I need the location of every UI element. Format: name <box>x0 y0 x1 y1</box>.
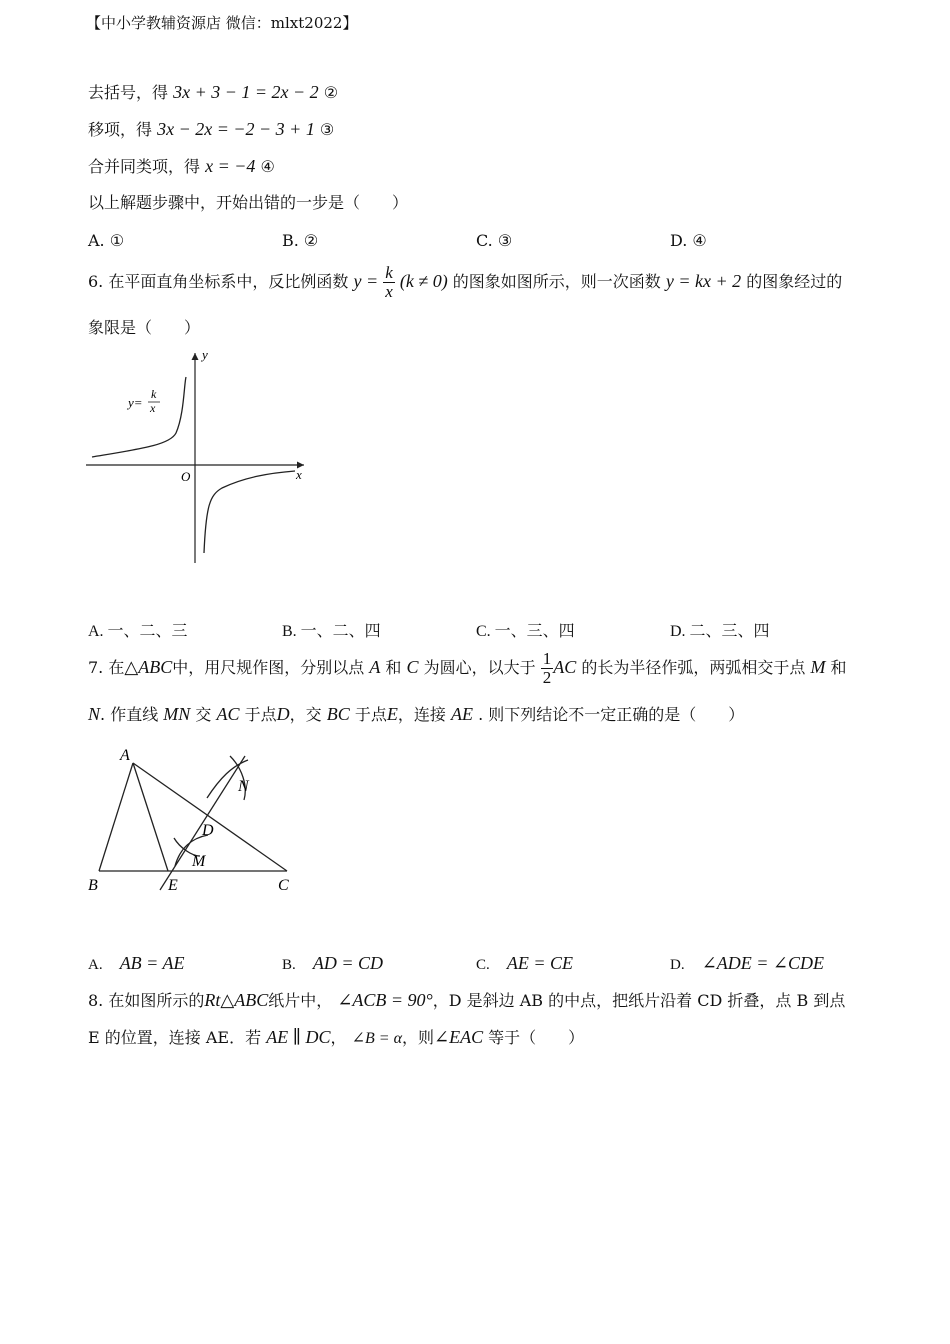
q7-ac: AC <box>553 656 577 677</box>
q7-option-d[interactable] <box>670 953 824 974</box>
q5-option-c[interactable]: C. ③ <box>476 231 513 250</box>
q7-option-a-letter: A. <box>88 957 103 973</box>
fig-label-c: C <box>278 877 289 894</box>
q7-bc: BC <box>326 704 350 724</box>
q8-line2-d: 等于（ ） <box>488 1028 585 1047</box>
graph-x-label: x <box>296 467 302 482</box>
step2-prefix: 去括号，得 <box>88 83 169 102</box>
q6-fraction <box>383 264 395 301</box>
step4-equation: x = −4 <box>205 156 256 176</box>
q8-rt-triangle: Rt△ABC <box>204 990 269 1010</box>
step4-mark: ④ <box>260 157 275 176</box>
q5-question: 以上解题步骤中，开始出错的一步是（ ） <box>88 193 409 212</box>
q8-line2-c: ，则 <box>401 1028 434 1047</box>
step2-equation: 3x + 3 − 1 = 2x − 2 <box>173 82 319 102</box>
graph-func-left: y= <box>128 395 143 410</box>
q8-stem-line2 <box>88 1027 584 1049</box>
q7-frac-num: 1 <box>542 649 552 668</box>
q7-point-n: N <box>88 704 101 724</box>
q7-frac-den: 2 <box>542 667 552 687</box>
q5-option-a[interactable]: A. ① <box>88 231 125 250</box>
q6-linear: y = kx + 2 <box>665 270 742 291</box>
q6-stem-line1 <box>88 264 842 301</box>
q7-part3: 的长为半径作弧，两弧相交于点 <box>581 657 806 677</box>
q8-line2-b: ， <box>330 1028 347 1047</box>
step3-equation: 3x − 2x = −2 − 3 + 1 <box>157 119 315 139</box>
q7-line2-b: 交 <box>195 705 212 724</box>
q6-option-a[interactable]: A. 一、二、三 <box>88 623 188 640</box>
q7-option-b[interactable] <box>282 953 383 974</box>
q8-stem-line1 <box>88 990 845 1012</box>
hyperbola-branch-lower-right <box>204 471 295 553</box>
q7-line2-e: 于点 <box>354 705 387 724</box>
q7-point-m: M <box>810 656 826 677</box>
q7-triangle-figure <box>80 738 310 898</box>
graph-func-num: k <box>151 387 157 401</box>
fig-label-m: M <box>192 853 206 870</box>
q8-prefix: 8. 在如图所示的 <box>88 991 205 1010</box>
fig-label-a: A <box>120 747 130 764</box>
q7-stem-line2 <box>88 704 744 726</box>
q8-angle-b: ∠B = α <box>351 1030 402 1047</box>
q6-frac-den: x <box>385 281 393 301</box>
fig-label-n: N <box>238 778 249 795</box>
step4-prefix: 合并同类项，得 <box>88 157 201 176</box>
page-header: 【中小学教辅资源店 微信：mlxt2022】 <box>86 14 358 32</box>
step2-mark: ② <box>323 83 339 102</box>
segment-ab <box>99 763 133 871</box>
fig-label-d: D <box>202 822 214 839</box>
q6-func-left: y = <box>353 270 379 291</box>
q7-stem-line1 <box>88 650 847 687</box>
q7-part2: 为圆心，以大于 <box>423 657 536 677</box>
q7-half-fraction <box>541 650 554 687</box>
q7-option-a-math: AB = AE <box>119 953 185 973</box>
fig-label-e: E <box>168 877 178 894</box>
step3-mark: ③ <box>319 120 335 139</box>
q7-ac2: AC <box>216 704 240 724</box>
q7-line2-a: . 作直线 <box>100 705 159 724</box>
q7-prefix: 7. 在 <box>88 657 125 677</box>
q5-step4 <box>88 156 275 178</box>
q7-option-d-letter: D. <box>670 957 685 973</box>
q8-parallel: AE ∥ DC <box>266 1027 331 1047</box>
q7-option-c[interactable] <box>476 953 573 974</box>
q7-option-b-math: AD = CD <box>312 953 384 973</box>
q7-ae: AE <box>450 704 473 724</box>
q5-option-d[interactable]: D. ④ <box>670 231 707 250</box>
q7-line2-d: ，交 <box>289 705 322 724</box>
q7-point-e: E <box>386 704 398 724</box>
q6-option-c[interactable]: C. 一、三、四 <box>476 623 575 640</box>
q6-prefix: 6. 在平面直角坐标系中，反比例函数 <box>88 271 349 291</box>
q7-option-c-letter: C. <box>476 957 490 973</box>
q7-point-a: A <box>369 656 381 677</box>
step3-prefix: 移项，得 <box>88 120 153 139</box>
q6-frac-num: k <box>385 263 393 282</box>
hyperbola-branch-upper-left <box>92 377 186 457</box>
graph-origin-label: O <box>181 469 191 484</box>
q8-angle-eac: ∠EAC <box>434 1027 484 1047</box>
q6-option-d[interactable]: D. 二、三、四 <box>670 623 770 640</box>
graph-func-den: x <box>150 401 156 415</box>
q6-condition: (k ≠ 0) <box>399 270 448 291</box>
q7-triangle: △ABC <box>124 656 173 677</box>
q6-stem-line2: 象限是（ ） <box>88 318 201 337</box>
q7-line2-f: ，连接 <box>397 705 446 724</box>
q8-part1: 纸片中， <box>268 991 333 1010</box>
q7-mn: MN <box>163 704 191 724</box>
q7-part1: 中，用尺规作图，分别以点 <box>172 657 365 677</box>
q6-option-b[interactable]: B. 一、二、四 <box>282 623 381 640</box>
q6-middle: 的图象如图所示，则一次函数 <box>452 271 661 291</box>
q8-angle-acb: ∠ACB = 90° <box>337 990 433 1010</box>
q7-option-b-letter: B. <box>282 957 296 973</box>
q7-line2-g: . 则下列结论不一定正确的是（ ） <box>478 705 745 724</box>
q8-part2: ，D 是斜边 AB 的中点，把纸片沿着 CD 折叠，点 B 到点 <box>432 991 846 1010</box>
q7-option-d-math: ∠ADE = ∠CDE <box>701 953 824 973</box>
q7-and: 和 <box>385 657 402 677</box>
segment-ae <box>133 763 168 871</box>
q5-step2 <box>88 82 338 104</box>
q5-option-b[interactable]: B. ② <box>282 231 319 250</box>
q7-point-c: C <box>406 656 419 677</box>
q5-step3 <box>88 119 334 141</box>
segment-ac <box>133 763 287 871</box>
q6-suffix: 的图象经过的 <box>746 271 843 291</box>
q7-point-d: D <box>276 704 290 724</box>
q6-hyperbola-graph <box>80 345 320 570</box>
fig-label-b: B <box>88 877 98 894</box>
q7-option-a[interactable] <box>88 953 185 974</box>
q7-part4: 和 <box>830 657 847 677</box>
q7-line2-c: 于点 <box>244 705 277 724</box>
q7-option-c-math: AE = CE <box>506 953 573 973</box>
q8-line2-a: E 的位置，连接 AE．若 <box>88 1028 262 1047</box>
graph-y-label: y <box>202 347 208 362</box>
